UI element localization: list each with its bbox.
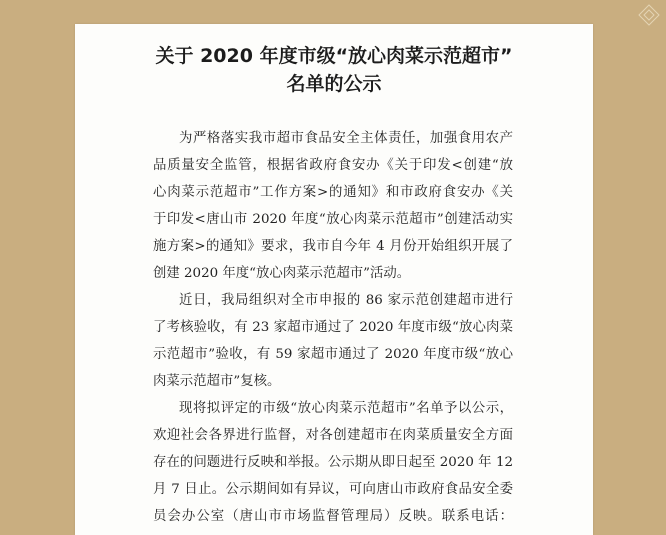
paragraph-line: 心肉菜示范超市”工作方案>的通知》和市政府食安办《关 — [153, 185, 513, 200]
paragraph-line: 为严格落实我市超市食品安全主体责任，加强食用农产 — [179, 131, 513, 146]
corner-ornament-icon — [638, 4, 660, 26]
paragraph-line: 存在的问题进行反映和举报。公示期从即日起至 2020 年 12 — [153, 455, 513, 470]
paragraph-line: 肉菜示范超市”复核。 — [153, 374, 281, 389]
paragraph-line: 于印发<唐山市 2020 年度“放心肉菜示范超市”创建活动实 — [153, 212, 513, 227]
document-page — [75, 24, 593, 535]
paragraph-line: 创建 2020 年度“放心肉菜示范超市”活动。 — [153, 266, 411, 281]
document-title-line-1: 关于 2020 年度市级“放心肉菜示范超市” — [155, 45, 513, 67]
document-title-line-2: 名单的公示 — [286, 73, 382, 95]
paragraph-line: 员会办公室（唐山市市场监督管理局）反映。联系电话： — [153, 509, 513, 524]
paragraph-line: 品质量安全监管，根据省政府食安办《关于印发<创建“放 — [153, 158, 513, 173]
paragraph-line: 了考核验收，有 23 家超市通过了 2020 年度市级“放心肉菜 — [153, 320, 513, 335]
paragraph-line: 现将拟评定的市级“放心肉菜示范超市”名单予以公示， — [179, 401, 513, 416]
paragraph-line: 欢迎社会各界进行监督，对各创建超市在肉菜质量安全方面 — [153, 428, 513, 443]
paragraph-line: 近日，我局组织对全市申报的 86 家示范创建超市进行 — [179, 293, 513, 308]
paragraph-line: 示范超市”验收，有 59 家超市通过了 2020 年度市级“放心 — [153, 347, 513, 362]
paragraph-line: 月 7 日止。公示期间如有异议，可向唐山市政府食品安全委 — [153, 482, 513, 497]
paragraph-line: 施方案>的通知》要求，我市自今年 4 月份开始组织开展了 — [153, 239, 513, 254]
